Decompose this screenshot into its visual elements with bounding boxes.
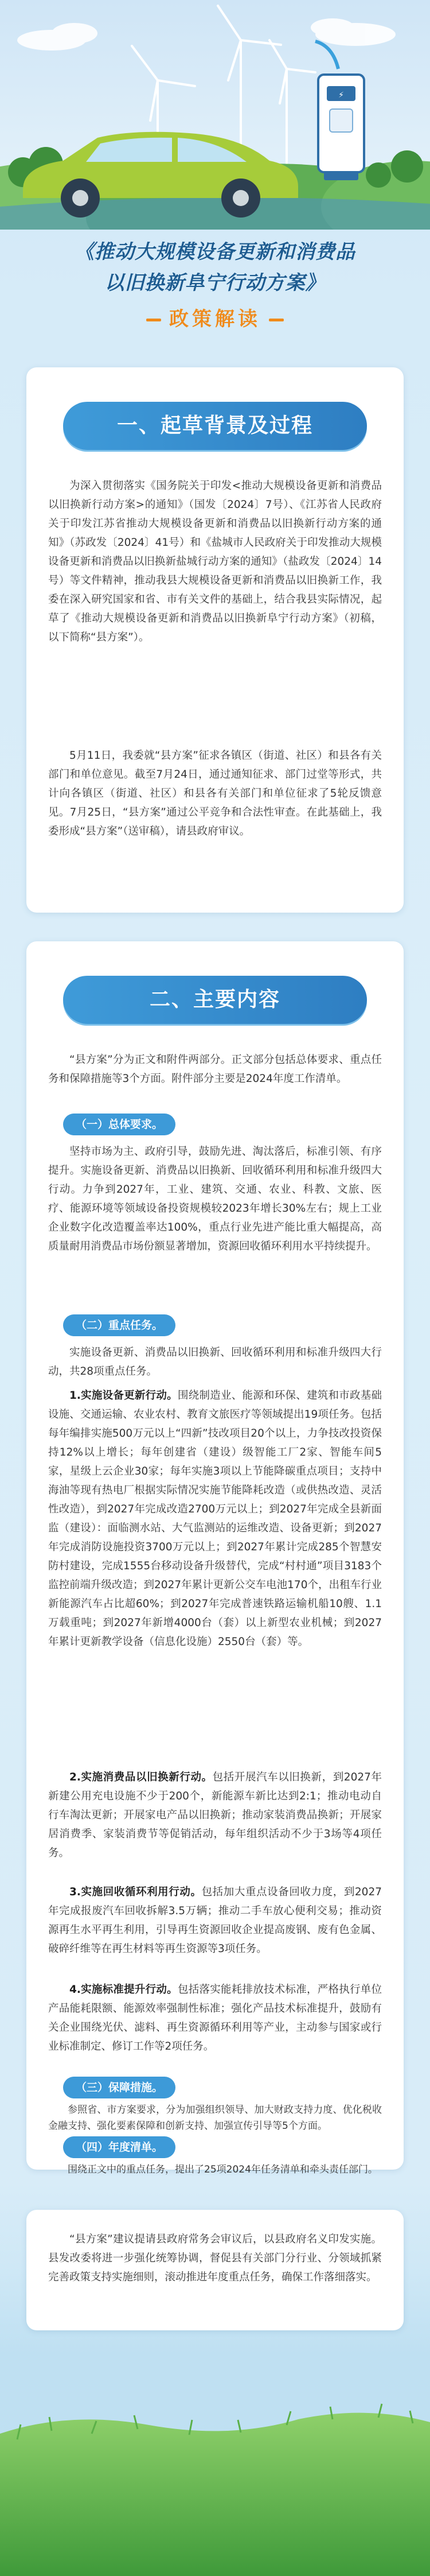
subheading-annual-list: （四）年度清单。 <box>63 2136 175 2158</box>
section-1-paragraph-1: 为深入贯彻落实《国务院关于印发<推动大规模设备更新和消费品以旧换新行动方案>的通知》（国发〔2024〕7号）、《江苏省人民政府关于印发江苏省推动大规模设备更新和消费品以旧换新行动方案的通知》（苏政发〔2024〕41号）和《盐城市人民政府关于印发推动大规模设备更新和消费品以旧换新盐城行动方案的通知》（盐政发〔2024〕14号）等文件精神，推动我县大规模设备更新和消费品以旧换新工作，我委在深入研究国家和省、市有关文件的基础上，结合我县实际情况，起草了《推动大规模设备更新和消费品以旧换新阜宁行动方案》（初稿，以下简称“县方案”）。 <box>48 480 382 643</box>
task-2-paragraph <box>48 1768 382 1863</box>
policy-interpretation-tag <box>0 303 430 331</box>
policy-tag-text: 政策解读 <box>169 308 261 331</box>
task-4-paragraph <box>48 1980 382 2056</box>
document-title <box>0 236 430 298</box>
task-4-label: 4.实施标准提升行动。 <box>69 1984 178 1996</box>
task-3-text: 包括加大重点设备回收力度，到2027年完成报废汽车回收拆解3.5万辆；推动二手车放心便利交易；推动资源再生水平再生利用，引导再生资源回收企业提高废钢、废有色金属、破碎纤维等在再生材料等再生资源等3项任务。 <box>48 1886 382 1955</box>
section-1-heading-text: 一、起草背景及过程 <box>116 414 313 437</box>
task-2-label: 2.实施消费品以旧换新行动。 <box>69 1771 213 1783</box>
section-1-heading <box>63 402 367 450</box>
cloud-icon <box>17 18 396 51</box>
subheading-safeguards: （三）保障措施。 <box>63 2077 175 2098</box>
dash-right <box>269 319 284 321</box>
dash-left <box>146 319 161 321</box>
task-1-text: 围绕制造业、能源和环保、建筑和市政基础设施、交通运输、农业农村、教育文旅医疗等领域提出19项任务。包括每年编排实施500万元以上“四新”技改项目20个以上，力争技改投资保持12%以上增长；每年创建省（建设）级智能工厂2家、智能车间5家，星级上云企业30家；每年实施3项以上节能降碳重点项目；支持中海油等现有热电厂根据实际情况实施节能降耗改造（或供热改造、灵活性改造），到2027年完成改造2700万元以上；到2027年完成全县新面监（建设）：面临测水站、大气监测站的运维改造、设备更新；到2027年完成消防设施投资3700万元以上；到2027年累计完成285个智慧安防村建设，完成1555台移动设备升级替代，完成“村村通”项目3183个监控前端升级改造；到2027年累计更新公交车电池170个，出租车行业新能源汽车占比超60%；到2027年完成普速铁路运输机船10艘、1.1万载重吨；到2027年新增4000台（套）以上新型农业机械；到2027年累计更新教学设备（信息化设施）2550台（套）等。 <box>48 1390 382 1648</box>
charging-station-icon <box>315 41 364 180</box>
section-3-paragraph: “县方案”建议提请县政府常务会审议后，以县政府名义印发实施。县发改委将进一步强化统筹协调，督促县有关部门分行业、分领域抓紧完善政策支持实施细则，滚动推进年度重点任务，确保工作落细落实。 <box>48 2233 382 2283</box>
hero-illustration <box>0 0 430 230</box>
hero-banner <box>0 0 430 230</box>
task-1-label: 1.实施设备更新行动。 <box>69 1390 178 1402</box>
subheading-key-tasks: （二）重点任务。 <box>63 1314 175 1336</box>
section-1-paragraph-2: 5月11日，我委就“县方案”征求各镇区（街道、社区）和县各有关部门和单位意见。截至7月24日，通过通知征求、部门过堂等形式，共计向各镇区（街道、社区）和县各有关部门和单位征求了5轮反馈意见。7月25日，“县方案”通过公平竞争和合法性审查。在此基础上，我委形成“县方案”（送审稿），请县政府审议。 <box>48 750 382 837</box>
annual-list-text: 围绕正文中的重点任务，提出了25项2024年任务清单和牵头责任部门。 <box>68 2164 378 2175</box>
task-3-paragraph <box>48 1883 382 1958</box>
subheading-general-requirements: （一）总体要求。 <box>63 1114 175 1135</box>
section-2-heading-text: 二、主要内容 <box>149 988 280 1011</box>
section-2-intro: “县方案”分为正文和附件两部分。正文部分包括总体要求、重点任务和保障措施等3个方面。附件部分主要是2024年度工作清单。 <box>48 1054 382 1085</box>
task-3-label: 3.实施回收循环利用行动。 <box>69 1886 202 1898</box>
general-requirements-text: 坚持市场为主、政府引导，鼓励先进、淘汰落后，标准引领、有序提升。实施设备更新、消费品以旧换新、回收循环利用和标准升级四大行动。力争到2027年，工业、建筑、交通、农业、科教、文旅、医疗、能源环境等领域设备投资规模较2023年增长30%左右；规上工业企业数字化改造覆盖率达100%，重点行业先进产能比重大幅提高，高质量耐用消费品市场份额显著增加，资源回收循环利用水平持续提升。 <box>48 1146 382 1252</box>
task-4-text: 包括落实能耗排放技术标准，严格执行单位产品能耗限额、能源效率强制性标准；强化产品技术标准提升，鼓励有关企业围绕光伏、滤料、再生资源循环利用等产业，主动参与国家或行业标准制定、修订工作等2项任务。 <box>48 1984 382 2053</box>
title-line-2: 以旧换新阜宁行动方案》 <box>104 271 326 294</box>
task-2-text: 包括开展汽车以旧换新，到2027年新建公用充电设施不少于200个，新能源车新比达到2:1；推动电动自行车淘汰更新；开展家电产品以旧换新；推动家装消费品换新；开展家居消费季、家装消费节等促销活动，每年组织活动不少于3场等4项任务。 <box>48 1771 382 1859</box>
grass-footer <box>0 2399 430 2576</box>
task-1-paragraph <box>48 1386 382 1651</box>
title-line-1: 《推动大规模设备更新和消费品 <box>75 240 355 263</box>
svg-text:⚡: ⚡ <box>338 91 344 100</box>
section-2-heading <box>63 976 367 1024</box>
safeguards-text: 参照省、市方案要求，分为加强组织领导、加大财政支持力度、优化税收金融支持、强化要素保障和创新支持、加强宣传引导等5个方面。 <box>48 2104 382 2132</box>
key-tasks-intro: 实施设备更新、消费品以旧换新、回收循环利用和标准升级四大行动，共28项重点任务。 <box>48 1347 382 1378</box>
